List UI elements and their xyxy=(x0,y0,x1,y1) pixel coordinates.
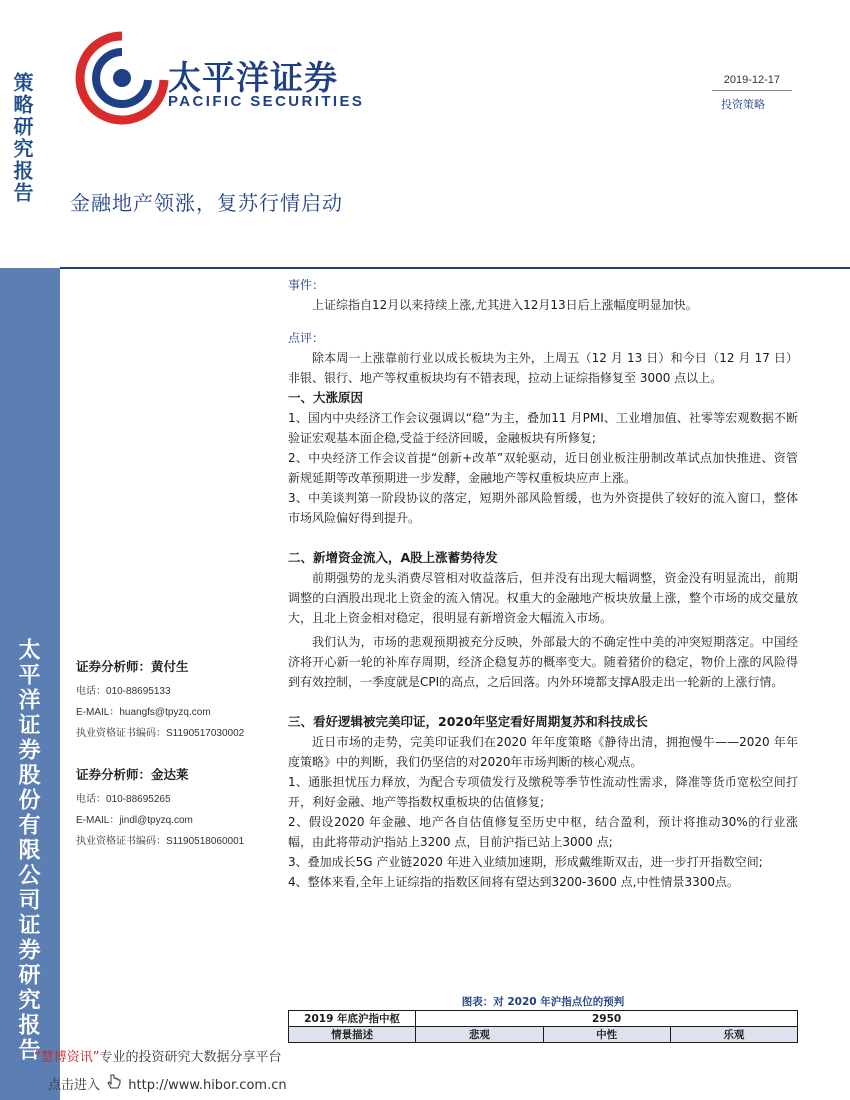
paragraph: 我们认为，市场的悲观预期被充分反映，外部最大的不确定性中美的冲突短期落定。中国经济将开心新一轮的补库存周期，经济企稳复苏的概率变大。随着猪价的稳定，物价上涨的风险得到有效控制，一季度就是CPI的高点，之后回落。内外环境都支撑A股走出一轮新的上涨行情。 xyxy=(288,635,798,689)
analyst-name: 证券分析师：黄付生 xyxy=(76,659,189,674)
paragraph: 2、假设2020 年金融、地产各自估值修复至历史中枢，结合盈利，预计将推动30%的行业涨幅，由此将带动沪指站上3200 点，目前沪指已站上3000 点; xyxy=(288,815,798,849)
comment-text: 除本周一上涨靠前行业以成长板块为主外，上周五（12 月 13 日）和今日（12 月 17 日）非银、银行、地产等权重板块均有不错表现，拉动上证综指修复至 3000 点以上。 xyxy=(288,351,798,385)
analyst-card xyxy=(76,657,244,744)
report-type: 投资策略 xyxy=(721,98,765,111)
table-cell: 悲观 xyxy=(416,1027,543,1043)
title-divider xyxy=(60,267,850,269)
event-text: 上证综指自12月以来持续上涨,尤其进入12月13日后上涨幅度明显加快。 xyxy=(312,298,698,312)
analyst-email[interactable]: E-MAIL：huangfs@tpyzq.com xyxy=(76,707,211,718)
side-top-panel xyxy=(0,0,60,268)
report-body xyxy=(288,275,798,892)
company-name-en: PACIFIC SECURITIES xyxy=(168,93,365,110)
report-date: 2019-12-17 xyxy=(723,74,780,86)
paragraph: 1、国内中央经济工作会议强调以“稳”为主，叠加11 月PMI、工业增加值、社零等宏观数据不断验证宏观基本面企稳,受益于经济回暖，金融板块有所修复; xyxy=(288,411,798,445)
pacific-securities-logo-icon xyxy=(72,28,172,128)
footer-promo xyxy=(34,1046,282,1065)
report-title: 金融地产领涨，复苏行情启动 xyxy=(70,191,343,215)
date-divider xyxy=(712,90,792,91)
section-heading: 二、新增资金流入，A股上涨蓄势待发 xyxy=(288,550,498,565)
footer-enter-text: 点击进入 xyxy=(48,1078,101,1093)
analyst-name: 证券分析师：金达莱 xyxy=(76,767,189,782)
paragraph: 近日市场的走势，完美印证我们在2020 年年度策略《静待出清，拥抱慢牛——2020 年年度策略》中的判断，我们仍坚信的对2020年市场判断的核心观点。 xyxy=(288,735,798,769)
analyst-cert: 执业资格证书编码：S1190518060001 xyxy=(76,836,245,847)
analyst-phone: 电话：010-88695133 xyxy=(76,686,171,697)
table-caption: 图表：对 2020 年沪指点位的预判 xyxy=(461,996,625,1008)
paragraph: 前期强势的龙头消费尽管相对收益落后，但并没有出现大幅调整，资金没有明显流出，前期调整的白酒股出现北上资金的流入情况。权重大的金融地产板块放量上涨，整个市场的成交量放大，且北上资金相对稳定，很明显有新增资金大幅流入市场。 xyxy=(288,571,798,625)
table-cell: 2950 xyxy=(416,1011,798,1027)
paragraph: 1、通胀担忧压力释放，为配合专项债发行及缴税等季节性流动性需求，降准等货币宽松空间打开，利好金融、地产等指数权重板块的估值修复; xyxy=(288,775,798,809)
table-cell: 情景描述 xyxy=(289,1027,416,1043)
analyst-phone: 电话：010-88695265 xyxy=(76,794,171,805)
paragraph: 4、整体来看,全年上证综指的指数区间将有望达到3200-3600 点,中性情景3300点。 xyxy=(288,875,740,889)
analyst-cert: 执业资格证书编码：S1190517030002 xyxy=(76,728,245,739)
table-cell: 2019 年底沪指中枢 xyxy=(289,1011,416,1027)
hand-cursor-icon xyxy=(106,1074,122,1092)
footer-slogan: 专业的投资研究大数据分享平台 xyxy=(99,1050,282,1065)
analyst-email[interactable]: E-MAIL：jindl@tpyzq.com xyxy=(76,815,193,826)
section-heading: 三、看好逻辑被完美印证，2020年坚定看好周期复苏和科技成长 xyxy=(288,714,648,729)
table-cell: 中性 xyxy=(543,1027,670,1043)
footer-url[interactable]: http://www.hibor.com.cn xyxy=(128,1078,287,1093)
paragraph: 2、中央经济工作会议首提“创新+改革”双轮驱动，近日创业板注册制改革试点加快推进、资管新规延期等改革预期进一步发酵，金融地产等权重板块应声上涨。 xyxy=(288,451,798,485)
paragraph: 3、叠加成长5G 产业链2020 年进入业绩加速期，形成戴维斯双击，进一步打开指数空间; xyxy=(288,855,763,869)
side-label-report-category: 策略研究报告 xyxy=(10,72,34,204)
table-row xyxy=(289,1011,798,1027)
company-name-cn: 太平洋证券 xyxy=(168,58,338,97)
forecast-table xyxy=(288,1010,798,1043)
table-row xyxy=(289,1027,798,1043)
side-band xyxy=(0,268,60,1100)
footer-link[interactable] xyxy=(48,1074,287,1093)
section-heading: 一、大涨原因 xyxy=(288,390,364,405)
event-label: 事件： xyxy=(288,278,325,292)
paragraph: 3、中美谈判第一阶段协议的落定，短期外部风险暂缓，也为外资提供了较好的流入窗口，整体市场风险偏好得到提升。 xyxy=(288,491,798,525)
analyst-card xyxy=(76,765,244,852)
footer-brand: “慧博资讯” xyxy=(34,1050,100,1065)
side-label-company: 太平洋证券股份有限公司证券研究报告 xyxy=(15,638,41,1063)
table-cell: 乐观 xyxy=(670,1027,797,1043)
comment-label: 点评： xyxy=(288,331,325,345)
